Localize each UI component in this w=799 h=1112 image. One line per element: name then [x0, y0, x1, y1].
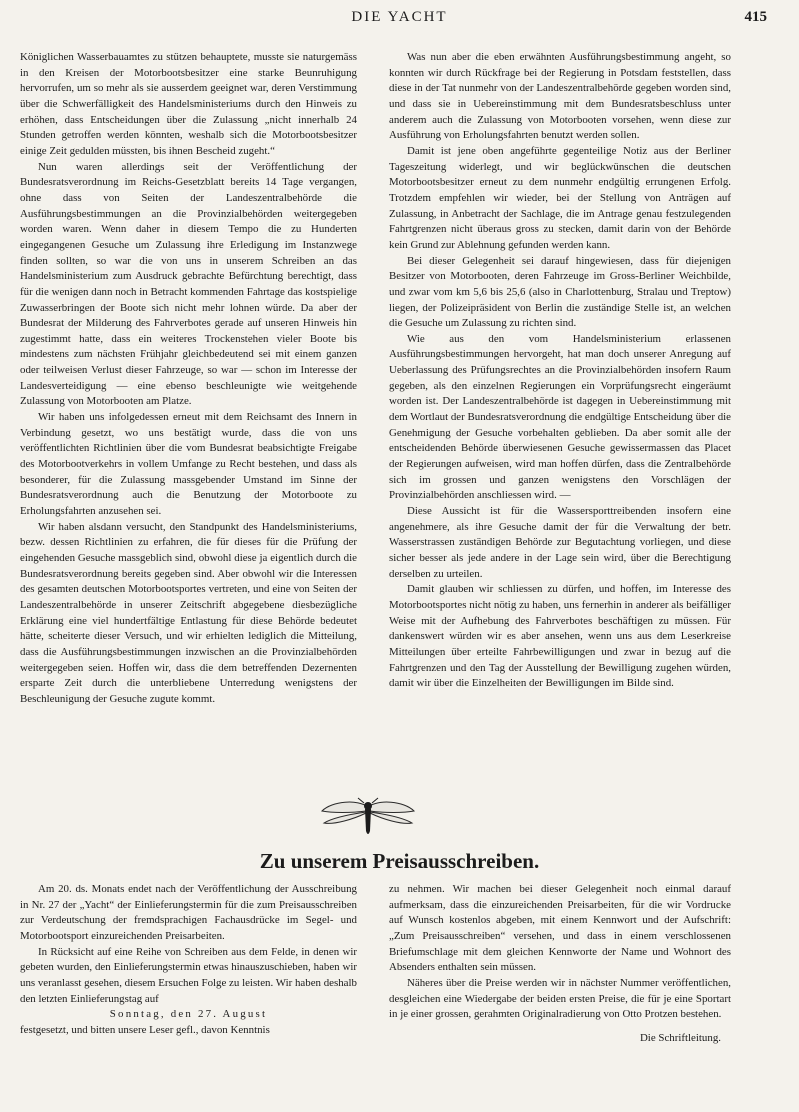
article-paragraph: Königlichen Wasserbauamtes zu stützen behauptete, musste sie naturgemäss in den Kreisen der Motorbootsbesitzer eine starke Beunruhigung hervorrufen, um so mehr als sie ausserdem geeignet war, deren Verstimmung über die Schwerfälligkeit des Handelsministeriums durch den Hinweis zu erhöhen, dass Entscheidungen über die Zulassung „nicht innerhalb 24 Stunden getroffen werden könnten, weshalb sich die Motorbootsbesitzer einige Zeit gedulden müssten, bis ihnen Bescheid zugeht.“	[20, 51, 357, 157]
deadline-date: Sonntag, den 27. August	[109, 1008, 268, 1021]
competition-right-column	[389, 882, 731, 1047]
article-paragraph: Wie aus den vom Handelsministerium erlassenen Ausführungsbestimmungen hervorgeht, hat man doch unserer Anregung auf Ueberlassung des Prüfungsrechtes an die Provinzialbehörden insofern Raum gegeben, als den einzelnen Regierungen ein Vorprüfungsrecht eingeräumt worden ist. Der Landeszentralbehörde ist dagegen in Uebereinstimmung mit dem Wortlaut der Bundesratsverordnung die endgültige Entscheidung über die Genehmigung der Gesuche vorbehalten geblieben. Da aber somit alle der entscheidenden Behörde überwiesenen Gesuche gewissermassen das Placet der Regierungen aufweisen, wird man hoffen dürfen, dass die Zentralbehörde sich im grossen und ganzen wenigstens den Vorschlägen der Provinzialbehörden anschliessen wird. —	[389, 332, 731, 502]
article-paragraph: Damit glauben wir schliessen zu dürfen, und hoffen, im Interesse des Motorbootsportes nicht nötig zu haben, uns fernerhin in anderer als beifälliger Weise mit der Aufhebung des Fahrverbotes beschäftigen zu müssen. Für dankenswert würden wir es aber ansehen, wenn uns aus dem Leserkreise Mitteilungen über erteilte Fahrbewilligungen und zwar in bezug auf die Fahrtgrenzen und den Tag der Ausstellung der Bewilligung zugehen würden, damit wir über die Einzelheiten der Bewilligungen im Bilde sind.	[389, 583, 731, 690]
section-title: Zu unserem Preisausschreiben.	[259, 849, 540, 873]
running-head	[0, 9, 799, 29]
journal-title: DIE YACHT	[351, 9, 448, 25]
article-paragraph: Diese Aussicht ist für die Wassersporttreibenden insofern eine angenehmere, als ihre Gesuche damit der für die Verwaltung der betr. Wasserstrassen zuständigen Behörde zur Begutachtung vorliegen, und diese sicher besser als jede andere in der Lage sein wird, über die Berechtigung derselben zu urteilen.	[389, 505, 731, 580]
signature: Die Schriftleitung.	[639, 1031, 721, 1044]
competition-paragraph: Am 20. ds. Monats endet nach der Veröffentlichung der Ausschreibung in Nr. 27 der „Yacht“ der Einlieferungstermin für die zum Preisausschreiben zur Verdeutschung der fremdsprachigen Fachausdrücke im Segel- und Motorbootsport einzureichenden Preisarbeiten.	[20, 883, 357, 942]
article-paragraph: Damit ist jene oben angeführte gegenteilige Notiz aus der Berliner Tageszeitung widerlegt, und wir beglückwünschen die deutschen Motorbootsbesitzer erneut zu dem nunmehr endgültig errungenen Erfolg. Trotzdem empfehlen wir wieder, bei der Stellung von Anträgen auf Zulassung, in Anbetracht der Sachlage, die im Antrage genau festzulegenden Fahrtgrenzen nicht überaus gross zu stecken, damit darin von der Behörde kein Grund zur Ablehnung gefunden werden kann.	[389, 144, 731, 251]
competition-paragraph: zu nehmen. Wir machen bei dieser Gelegenheit noch einmal darauf aufmerksam, dass die einzureichenden Preisarbeiten, für die wir Vordrucke auf Wunsch kostenlos abgeben, mit einem Kennwort und der Aufschrift: „Zum Preisausschreiben“ versehen, und dass in einem verschlossenen Briefumschlage mit dem gleichen Kennworte der Name und Wohnort des Absenders enthalten sein müssen.	[389, 883, 731, 974]
article-left-column	[20, 50, 357, 708]
article-paragraph: Wir haben alsdann versucht, den Standpunkt des Handelsministeriums, bezw. dessen Richtlinien zu erfahren, die für dieses für die Prüfung der eingehenden Gesuche massgeblich sind, obwohl diese ja eigentlich durch die Bundesratsverordnung bereits gegeben sind. Aber obwohl wir die Interessen des gesamten deutschen Motorbootsportes vertreten, und eine von Seiten der Landeszentralbehörde in unserer Zeitschrift abgegebene diesbezügliche Erklärung eine viel hundertfältige Entlastung für diese Behörde bedeutet hätte, scheiterte dieser Versuch, und wir erhielten lediglich die Mitteilung, dass die Ausführungsbestimmungen inzwischen an die Provinzialbehörden weitergegeben seien. Hoffen wir, dass die dem betreffenden Dezernenten ersparte Zeit durch die unterbliebene Unterredung wenigstens der Beschleunigung der Gesuche zugute kommt.	[20, 520, 357, 705]
article-paragraph: Wir haben uns infolgedessen erneut mit dem Reichsamt des Innern in Verbindung gesetzt, wo uns bestätigt wurde, dass die von uns veröffentlichten Richtlinien über die vom Bundesrat beabsichtigte Freigabe des Motorbootverkehrs in vollem Umfange zu Recht bestehen, und dass als besonderer, für die Zulassung massgebender Umstand im Sinne der Bundesratsverordnung auch die Benutzung der Motorboote zu Erholungsfahrten anzusehen sei.	[20, 411, 357, 518]
article-paragraph: Nun waren allerdings seit der Veröffentlichung der Bundesratsverordnung im Reichs-Gesetzblatt bereits 14 Tage vergangen, ohne dass von Seiten der Landeszentralbehörde die Ausführungsbestimmungen an die Provinzialbehörden weitergegeben worden waren. Wenn daher in diesem Tempo die zu Hunderten eingegangenen Gesuche um Zulassung ihre Erledigung im Instanzwege finden sollten, so war die von uns in unserem Schreiben an das Handelsministerium zum Ausdruck gebrachte Befürchtung berechtigt, dass für die wenigen dann noch in Betracht kommenden Fahrtage das kostspielige Zuwasserbringen der Boote sich nicht mehr lohnen würde. Da aber der Bundesrat der Milderung des Fahrverbotes gerade auf unseren Hinweis hin zugestimmt hatte, dass ein weiteres Trockenstehen vieler Boote bis mindestens zum nächsten Frühjahr gleichbedeutend sei mit einem ganzen oder teilweisen Verlust dieser Fahrzeuge, so war — schon im Interesse der Landesverteidigung — eine ebenso beschleunigte wie weitgehende Zulassung von Motorbooten am Platze.	[20, 160, 357, 408]
page-number: 415	[744, 9, 767, 25]
competition-paragraph: In Rücksicht auf eine Reihe von Schreiben aus dem Felde, in denen wir gebeten wurden, den Einlieferungstermin etwas hinauszuschieben, haben wir uns veranlasst gesehen, diesem Ersuchen Folge zu leisten. Wir haben deshalb den letzten Einlieferungstag auf	[20, 945, 357, 1005]
competition-left-column	[20, 882, 357, 1039]
competition-paragraph: festgesetzt, und bitten unsere Leser gefl., davon Kenntnis	[20, 1023, 270, 1036]
competition-paragraph: Näheres über die Preise werden wir in nächster Nummer veröffentlichen, desgleichen eine Wiedergabe der beiden ersten Preise, die für je eine Sportart in je einer grossen, gerahmten Originalradierung von Otto Protzen bestehen.	[389, 976, 731, 1021]
article-right-column	[389, 50, 731, 692]
article-paragraph: Was nun aber die eben erwähnten Ausführungsbestimmung angeht, so konnten wir durch Rückfrage bei der Regierung in Potsdam feststellen, dass diese in der Tat nunmehr von der Landeszentralbehörde gegeben worden sind, und dass sie in Uebereinstimmung mit dem Bundesratsbeschluss unter anderem auch die Zulassung von Motorbooten vorsehen, wenn diese zur Ausführung von Erholungsfahrten benutzt werden sollen.	[389, 51, 731, 142]
article-paragraph: Bei dieser Gelegenheit sei darauf hingewiesen, dass für diejenigen Besitzer von Motorbooten, deren Fahrzeuge im Gross-Berliner Weichbilde, und zwar vom km 5,6 bis 25,6 (also in Charlottenburg, Stralau und Treptow) liegen, der Polizeipräsident von Berlin die zuständige Stelle ist, an welchen die Gesuche um Zulassung zu richten sind.	[389, 254, 731, 330]
dragonfly-ornament-icon	[318, 797, 418, 841]
